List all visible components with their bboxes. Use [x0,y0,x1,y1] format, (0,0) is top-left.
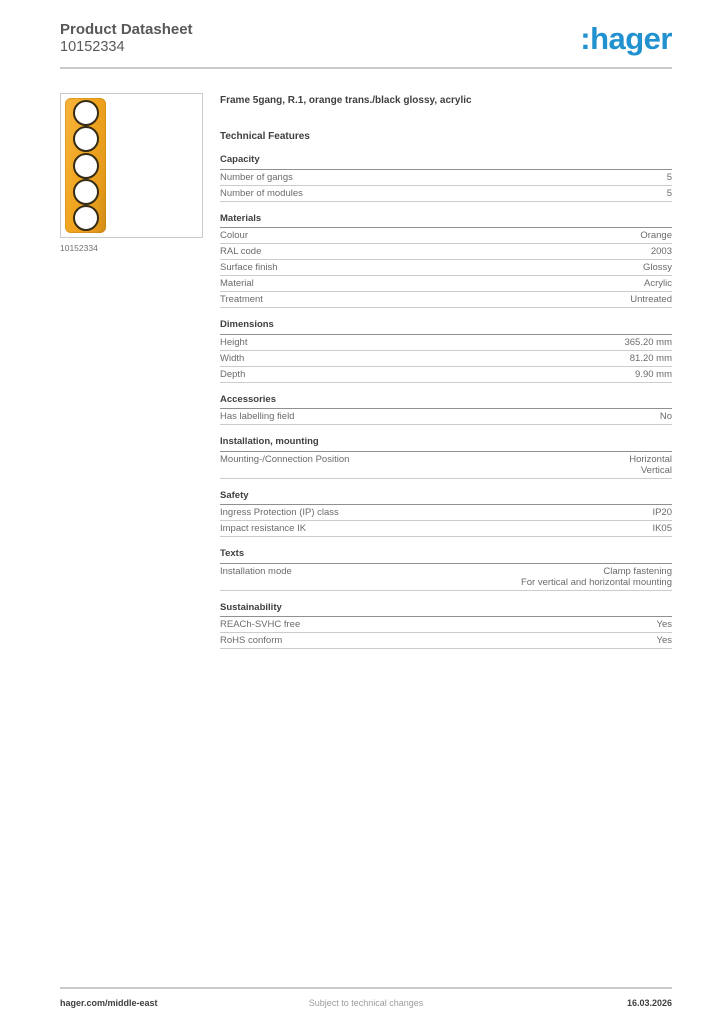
footer-note: Subject to technical changes [308,998,424,1008]
product-image-column [60,93,203,649]
spec-column [220,93,672,649]
spec-value-line: IP20 [652,507,672,518]
header-divider [60,67,672,69]
spec-value-line: IK05 [652,523,672,534]
spec-row [220,228,672,244]
spec-row [220,292,672,308]
spec-section [220,603,672,650]
section-title: Capacity [220,155,672,170]
spec-label: Installation mode [220,565,292,577]
spec-label: Ingress Protection (IP) class [220,507,339,518]
spec-row [220,186,672,202]
gang-opening-circle [73,126,99,152]
technical-features-heading: Technical Features [220,131,310,142]
spec-label: Colour [220,230,248,241]
spec-row [220,276,672,292]
spec-value [667,188,672,199]
spec-value [521,566,672,588]
sections-container [220,155,672,649]
spec-value-line: Yes [656,635,672,646]
spec-section [220,155,672,202]
spec-row [220,409,672,425]
page-footer [60,998,672,1008]
spec-value [624,337,672,348]
page-header [60,21,193,56]
page-title: Product Datasheet [60,21,193,38]
spec-value [657,635,673,646]
spec-row [220,170,672,186]
section-title: Texts [220,549,672,564]
gang-opening-circle [73,205,99,231]
spec-value-line: 5 [666,187,672,199]
spec-value-line: Yes [656,619,672,630]
spec-row [220,452,672,479]
spec-section [220,437,672,479]
spec-label: RAL code [220,246,262,257]
spec-value [657,619,673,630]
spec-label: Material [220,278,254,289]
product-image-caption: 10152334 [60,243,98,253]
spec-value [644,278,672,289]
spec-value-line: 81.20 mm [629,352,672,364]
spec-value [651,246,672,257]
gang-opening-circle [73,179,99,205]
spec-value-line: 9.90 mm [635,368,672,380]
section-title: Sustainability [220,603,672,618]
spec-label: Mounting-/Connection Position [220,453,350,465]
spec-label: REACh-SVHC free [220,619,301,630]
frame-5gang-graphic [65,98,106,233]
spec-value-line: Clamp fastening [603,565,672,577]
footer-divider [60,987,672,989]
spec-section [220,320,672,383]
spec-value-line: Acrylic [644,278,672,289]
spec-value-line: Horizontal [629,453,672,465]
section-title: Installation, mounting [220,437,672,452]
spec-value-line: No [659,411,672,422]
spec-label: Treatment [220,294,263,305]
spec-label: Has labelling field [220,411,295,422]
product-image [60,93,203,238]
spec-value-line: 5 [666,171,672,183]
spec-section [220,549,672,591]
spec-value [652,507,672,518]
section-title: Dimensions [220,320,672,335]
content-area [60,93,672,649]
spec-row [220,564,672,591]
spec-value-line: Glossy [642,262,672,273]
gang-opening-circle [73,153,99,179]
spec-row [220,335,672,351]
product-title: Frame 5gang, R.1, orange trans./black glossy, acrylic [220,95,472,106]
spec-value-line: Untreated [630,294,672,305]
spec-row [220,244,672,260]
spec-label: Number of modules [220,187,303,199]
spec-row [220,505,672,521]
spec-value [630,294,672,305]
spec-row [220,260,672,276]
spec-value [667,172,672,183]
spec-row [220,521,672,537]
spec-value-line: 365.20 mm [624,336,672,348]
spec-label: Height [220,336,248,348]
spec-value-line: Orange [640,230,672,241]
gang-opening-circle [73,100,99,126]
spec-label: Width [220,352,245,364]
spec-row [220,351,672,367]
spec-label: Impact resistance IK [220,523,307,534]
footer-website: hager.com/middle-east [60,998,158,1008]
spec-value [660,411,672,422]
spec-section [220,214,672,309]
section-title: Accessories [220,395,672,410]
spec-label: Surface finish [220,262,278,273]
spec-row [220,367,672,383]
spec-section [220,395,672,426]
spec-value-line: 2003 [650,246,672,257]
footer-date: 16.03.2026 [626,998,672,1008]
spec-value [643,262,672,273]
spec-label: RoHS conform [220,635,283,646]
spec-value [640,230,672,241]
spec-value [652,523,672,534]
spec-value-line: Vertical [640,464,672,476]
spec-value [630,353,672,364]
spec-value-line: For vertical and horizontal mounting [520,576,672,588]
spec-value [629,454,672,476]
spec-row [220,633,672,649]
section-title: Materials [220,214,672,229]
spec-label: Number of gangs [220,171,293,183]
spec-label: Depth [220,368,246,380]
section-title: Safety [220,491,672,506]
spec-value [635,369,672,380]
spec-row [220,617,672,633]
spec-section [220,491,672,538]
product-reference: 10152334 [60,39,125,55]
hager-logo: :hager [580,21,672,56]
